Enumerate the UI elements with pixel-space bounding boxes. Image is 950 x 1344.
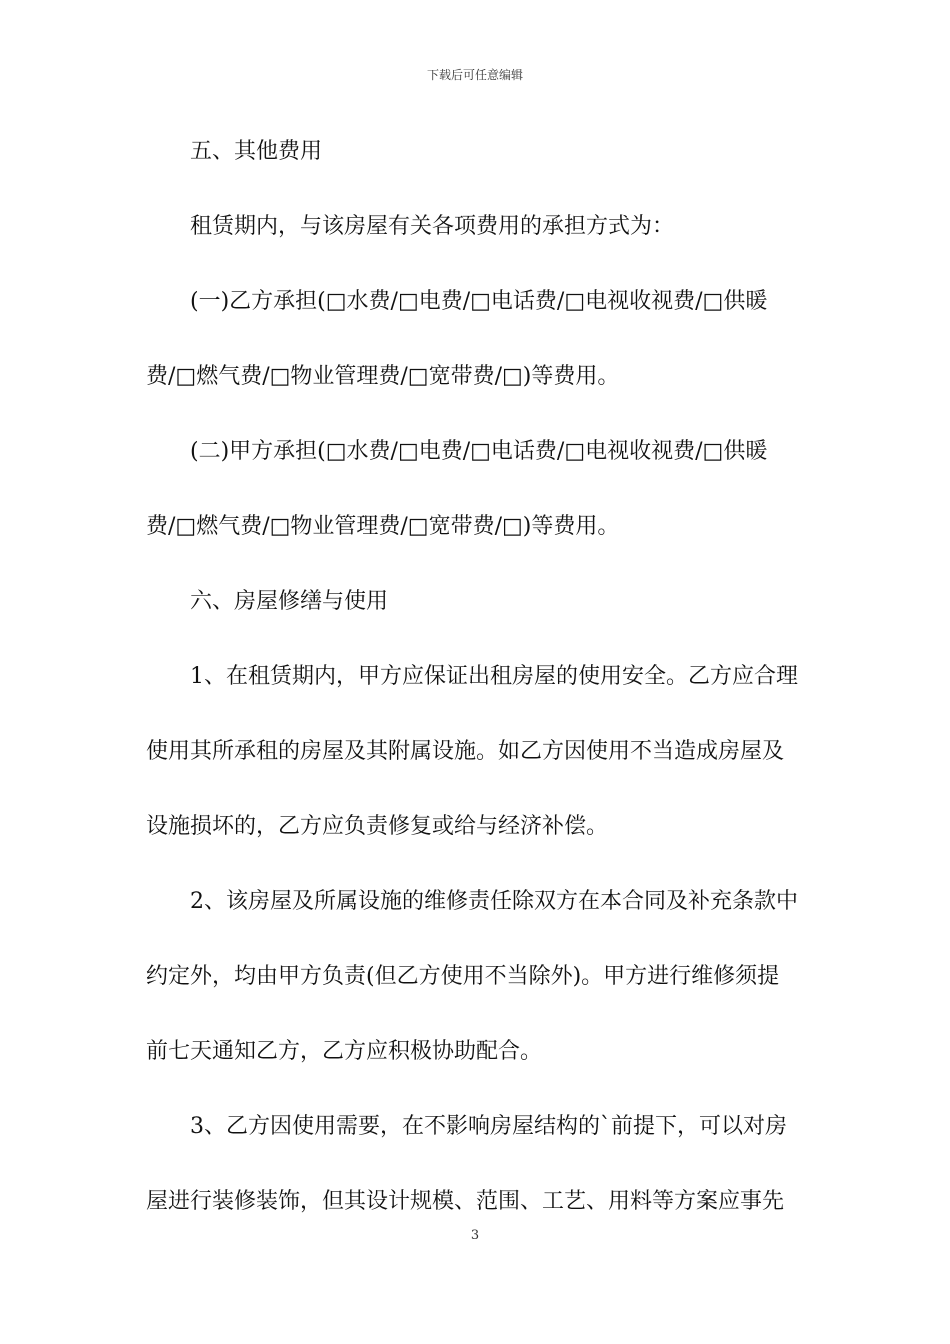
paragraph-line: 使用其所承租的房屋及其附属设施。如乙方因使用不当造成房屋及 [146, 739, 785, 764]
paragraph-line: 前七天通知乙方，乙方应积极协助配合。 [146, 1039, 543, 1064]
section-heading-repairs-and-use: 六、房屋修缮与使用 [190, 589, 389, 614]
paragraph-line: (一)乙方承担(□水费/□电费/□电话费/□电视收视费/□供暖 [190, 289, 768, 314]
paragraph-line: 设施损坏的，乙方应负责修复或给与经济补偿。 [146, 814, 609, 839]
paragraph-line: 费/□燃气费/□物业管理费/□宽带费/□)等费用。 [146, 364, 620, 389]
paragraph-line: 费/□燃气费/□物业管理费/□宽带费/□)等费用。 [146, 514, 620, 539]
paragraph-line: 3、乙方因使用需要，在不影响房屋结构的`前提下，可以对房 [190, 1114, 787, 1139]
section-heading-other-fees: 五、其他费用 [190, 139, 323, 164]
page-number: 3 [470, 1228, 480, 1243]
document-body [146, 128, 816, 1253]
paragraph-line: 1、在租赁期内，甲方应保证出租房屋的使用安全。乙方应合理 [190, 664, 798, 689]
paragraph-line: 屋进行装修装饰，但其设计规模、范围、工艺、用料等方案应事先 [146, 1189, 785, 1214]
paragraph-line: (二)甲方承担(□水费/□电费/□电话费/□电视收视费/□供暖 [190, 439, 768, 464]
paragraph-line: 2、该房屋及所属设施的维修责任除双方在本合同及补充条款中 [190, 889, 798, 914]
paragraph-line: 约定外，均由甲方负责(但乙方使用不当除外)。甲方进行维修须提 [146, 964, 780, 989]
paragraph-line: 租赁期内，与该房屋有关各项费用的承担方式为： [190, 214, 675, 239]
page-header: 下载后可任意编辑 [426, 68, 523, 82]
